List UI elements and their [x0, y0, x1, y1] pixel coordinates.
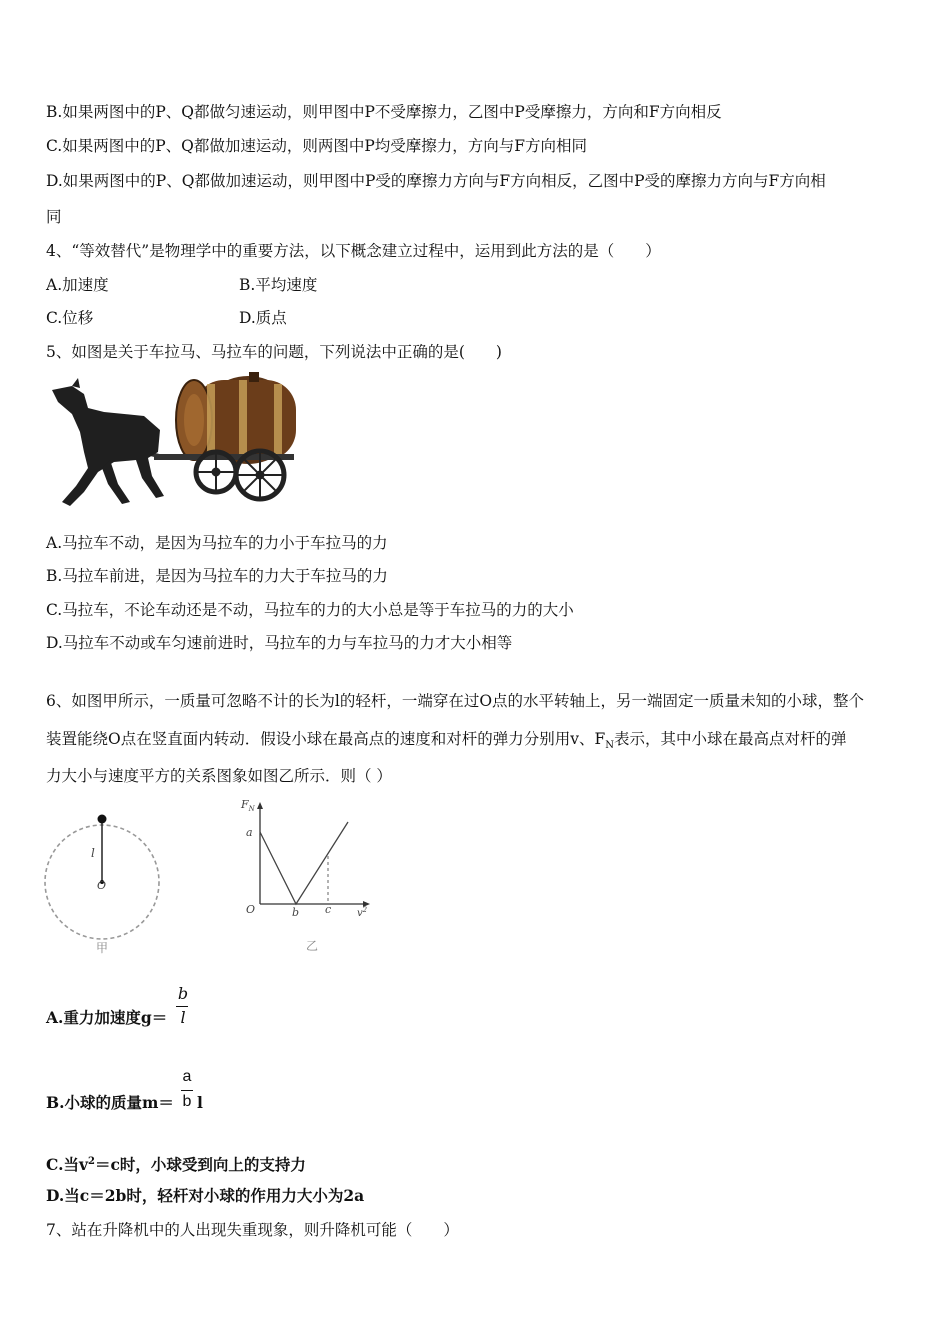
- figure-jia: [44, 800, 168, 960]
- q6-stem-line2: 装置能绕O点在竖直面内转动．假设小球在最高点的速度和对杆的弹力分别用v、$F_N$表示，其中小球在最高点对杆的弹: [46, 730, 847, 752]
- q6-option-a-denominator: l: [180, 1008, 186, 1027]
- q5-option-d: D.马拉车不动或车匀速前进时，马拉车的力与车拉马的力才大小相等: [46, 634, 513, 652]
- q4-option-c: C.位移: [46, 309, 94, 327]
- q3-option-c: C.如果两图中的P、Q都做加速运动，则两图中P均受摩擦力，方向与F方向相同: [46, 137, 588, 155]
- label-o: O: [246, 903, 256, 916]
- caption-yi: 乙: [306, 939, 319, 953]
- q6-option-b-tail: l: [197, 1093, 203, 1112]
- q5-option-c: C.马拉车，不论车动还是不动，马拉车的力的大小总是等于车拉马的力的大小: [46, 601, 574, 619]
- fn-v2-graph: [260, 822, 348, 904]
- label-c: c: [325, 903, 332, 916]
- q4-option-d: D.质点: [239, 309, 287, 327]
- q6-option-b: B.小球的质量m＝: [46, 1093, 174, 1112]
- caption-jia: 甲: [96, 941, 109, 955]
- q7-stem: 7、站在升降机中的人出现失重现象，则升降机可能（ ）: [46, 1221, 459, 1239]
- q6-stem-line1: 6、如图甲所示，一质量可忽略不计的长为l的轻杆，一端穿在过O点的水平转轴上，另一端固定一质量未知的小球，整个: [46, 692, 865, 710]
- q6-option-c: C.当$v^2=c$时，小球受到向上的支持力: [46, 1155, 306, 1175]
- barrel-illustration: [176, 372, 296, 464]
- q5-option-b: B.马拉车前进，是因为马拉车的力大于车拉马的力: [46, 567, 388, 585]
- q6-option-b-numerator: a: [182, 1068, 192, 1085]
- q4-option-a: A.加速度: [46, 276, 109, 294]
- horse-cart-image: [44, 372, 300, 512]
- q3-option-d-line2: 同: [46, 208, 62, 226]
- label-fn: $F_N$: [241, 798, 255, 813]
- q5-stem: 5、如图是关于车拉马、马拉车的问题，下列说法中正确的是( ): [46, 343, 502, 361]
- figure-yi: [232, 798, 382, 960]
- q4-option-b: B.平均速度: [239, 276, 318, 294]
- label-b: b: [292, 906, 300, 919]
- q5-option-a: A.马拉车不动，是因为马拉车的力小于车拉马的力: [46, 534, 388, 552]
- q6-option-b-denominator: b: [182, 1093, 192, 1110]
- q6-option-a-numerator: b: [177, 984, 189, 1003]
- q6-option-d: D.当c＝2b时，轻杆对小球的作用力大小为2a: [46, 1186, 365, 1205]
- q3-option-d-line1: D.如果两图中的P、Q都做加速运动，则甲图中P受的摩擦力方向与F方向相反，乙图中P受的摩擦力方向与F方向相: [46, 172, 826, 190]
- q3-option-b: B.如果两图中的P、Q都做匀速运动，则甲图中P不受摩擦力，乙图中P受摩擦力，方向和F方向相反: [46, 103, 722, 121]
- q4-stem: 4、“等效替代”是物理学中的重要方法，以下概念建立过程中，运用到此方法的是（ ）: [46, 242, 661, 260]
- label-v2: $v^2$: [357, 906, 368, 919]
- ball-dot: [98, 815, 107, 824]
- label-o: O: [97, 879, 107, 892]
- label-l: l: [91, 846, 95, 860]
- q6-stem-line3: 力大小与速度平方的关系图象如图乙所示．则（ ）: [46, 767, 392, 785]
- q6-option-b-fraction-bar: [181, 1090, 193, 1091]
- q6-option-a-fraction-bar: [176, 1006, 188, 1007]
- q6-option-a: A.重力加速度g＝: [46, 1008, 168, 1027]
- label-a: a: [246, 826, 253, 839]
- horse-illustration: [52, 378, 164, 506]
